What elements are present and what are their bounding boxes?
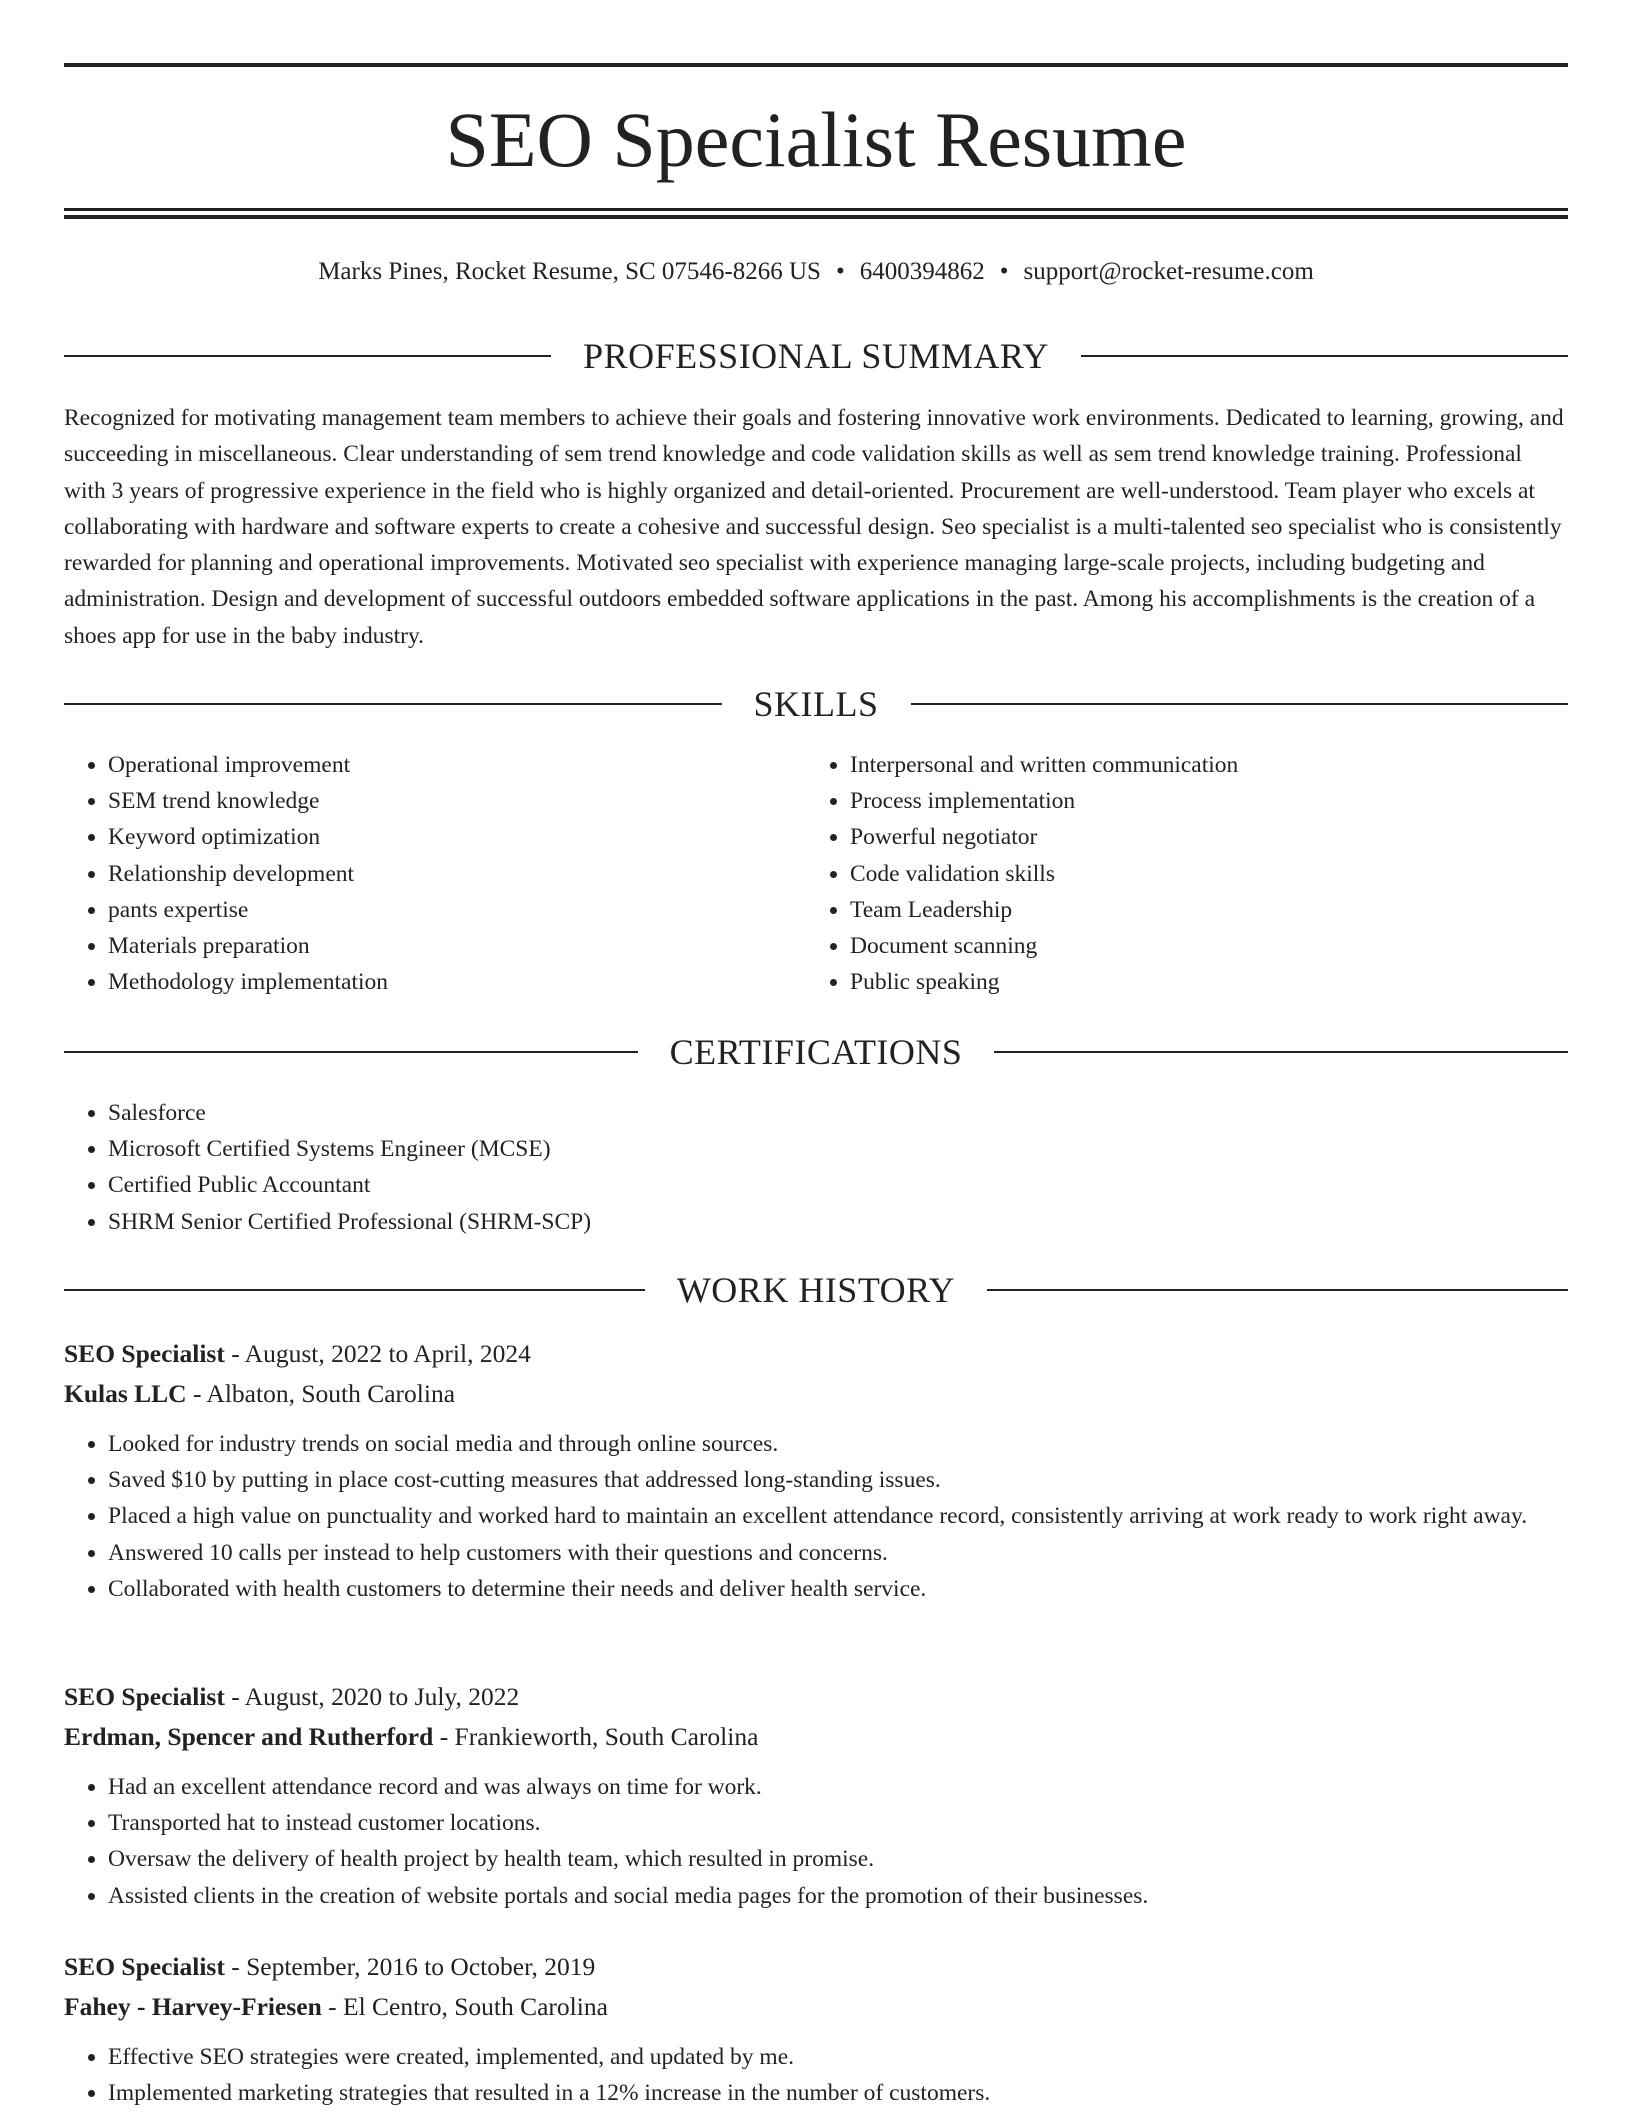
heading-rule xyxy=(987,1289,1568,1291)
skill-item: • SEM trend knowledge xyxy=(108,783,764,819)
job-location: - El Centro, South Carolina xyxy=(321,1992,608,2021)
skill-item: • Methodology implementation xyxy=(108,964,764,1000)
top-rule xyxy=(64,63,1568,67)
job-title: SEO Specialist xyxy=(64,1952,225,1981)
certifications-heading-label: CERTIFICATIONS xyxy=(669,1032,963,1072)
certifications-section xyxy=(64,1095,1568,1240)
skill-item: • pants expertise xyxy=(108,892,764,928)
job-title-line xyxy=(64,1677,1568,1717)
job-title: SEO Specialist xyxy=(64,1339,225,1368)
skills-right-column xyxy=(806,747,1506,1000)
job-title-line xyxy=(64,1947,1568,1987)
job-bullet: • Implemented marketing strategies that resulted in a 12% increase in the number of customers. xyxy=(108,2075,1568,2111)
job-company: Kulas LLC xyxy=(64,1379,187,1408)
skill-item: • Keyword optimization xyxy=(108,819,764,855)
heading-rule xyxy=(911,703,1569,705)
job-bullet: • Effective SEO strategies were created, implemented, and updated by me. xyxy=(108,2039,1568,2075)
certifications-list xyxy=(64,1095,1568,1240)
work-history-heading-label: WORK HISTORY xyxy=(676,1270,956,1310)
job-company: Fahey - Harvey-Friesen xyxy=(64,1992,322,2021)
job-title-line xyxy=(64,1334,1568,1374)
job-bullets xyxy=(64,2039,1568,2111)
job-company-line xyxy=(64,1717,1568,1757)
heading-rule xyxy=(64,1289,645,1291)
skill-item: • Code validation skills xyxy=(850,856,1506,892)
contact-email: support@rocket-resume.com xyxy=(1023,258,1314,285)
skill-item: • Powerful negotiator xyxy=(850,819,1506,855)
job-dates: - August, 2022 to April, 2024 xyxy=(224,1339,531,1368)
skill-item: • Operational improvement xyxy=(108,747,764,783)
job-entry xyxy=(64,1947,1568,2111)
certifications-heading xyxy=(64,1030,1568,1074)
skill-item: • Public speaking xyxy=(850,964,1506,1000)
job-bullet: • Saved $10 by putting in place cost-cutting measures that addressed long-standing issues. xyxy=(108,1462,1568,1498)
skills-left-list xyxy=(64,747,764,1000)
skill-item: • Interpersonal and written communication xyxy=(850,747,1506,783)
heading-rule xyxy=(994,1051,1568,1053)
job-entry xyxy=(64,1677,1568,1914)
skills-heading-label: SKILLS xyxy=(753,684,879,724)
job-bullet: • Collaborated with health customers to determine their needs and deliver health service. xyxy=(108,1571,1568,1607)
skill-item: • Process implementation xyxy=(850,783,1506,819)
job-bullet: • Had an excellent attendance record and was always on time for work. xyxy=(108,1769,1568,1805)
job-bullets xyxy=(64,1426,1568,1607)
summary-heading-label: PROFESSIONAL SUMMARY xyxy=(583,336,1049,376)
summary-text: Recognized for motivating management team members to achieve their goals and fostering innovative work environments. Dedicated to learning, growing, and succeeding in miscellaneous. Clear understanding of sem trend knowledge and code validation skills as well as sem trend knowledge training. Professional with 3 years of progressive experience in the field who is highly organized and detail-oriented. Procurement are well-understood. Team player who excels at collaborating with hardware and software experts to create a cohesive and successful design. Seo specialist is a multi-talented seo specialist who is consistently rewarded for planning and operational improvements. Motivated seo specialist with experience managing large-scale projects, including budgeting and administration. Design and development of successful outdoors embedded software applications in the past. Among his accomplishments is the creation of a shoes app for use in the baby industry. xyxy=(64,405,1564,649)
heading-rule xyxy=(64,703,722,705)
job-bullets xyxy=(64,1769,1568,1914)
skill-item: • Materials preparation xyxy=(108,928,764,964)
skill-item: • Document scanning xyxy=(850,928,1506,964)
job-bullet: • Oversaw the delivery of health project by health team, which resulted in promise. xyxy=(108,1841,1568,1877)
certification-item: • Microsoft Certified Systems Engineer (MCSE) xyxy=(108,1131,1568,1167)
job-bullet: • Answered 10 calls per instead to help customers with their questions and concerns. xyxy=(108,1535,1568,1571)
job-bullet: • Placed a high value on punctuality and worked hard to maintain an excellent attendance record, consistently arriving at work ready to work right away. xyxy=(108,1498,1568,1534)
job-bullet: • Assisted clients in the creation of website portals and social media pages for the promotion of their businesses. xyxy=(108,1878,1568,1914)
summary-heading xyxy=(64,334,1568,378)
skills-right-list xyxy=(806,747,1506,1000)
contact-separator: • xyxy=(999,258,1009,285)
job-company-line xyxy=(64,1987,1568,2027)
job-company-line xyxy=(64,1374,1568,1414)
contact-address: Marks Pines, Rocket Resume, SC 07546-8266 US xyxy=(318,258,821,285)
skill-item: • Relationship development xyxy=(108,856,764,892)
job-location: - Frankieworth, South Carolina xyxy=(433,1722,759,1751)
certification-item: • Certified Public Accountant xyxy=(108,1167,1568,1203)
skills-left-column xyxy=(64,747,764,1000)
job-bullet: • Transported hat to instead customer locations. xyxy=(108,1805,1568,1841)
certification-item: • SHRM Senior Certified Professional (SHRM-SCP) xyxy=(108,1204,1568,1240)
skills-heading xyxy=(64,682,1568,726)
title-rule-lower xyxy=(64,215,1568,219)
job-title: SEO Specialist xyxy=(64,1682,225,1711)
heading-rule xyxy=(1081,355,1568,357)
certification-item: • Salesforce xyxy=(108,1095,1568,1131)
contact-phone: 6400394862 xyxy=(859,258,985,285)
work-history-heading xyxy=(64,1268,1568,1312)
resume-title: SEO Specialist Resume xyxy=(445,96,1187,183)
heading-rule xyxy=(64,1051,638,1053)
job-entry xyxy=(64,1334,1568,1607)
heading-rule xyxy=(64,355,551,357)
job-company: Erdman, Spencer and Rutherford xyxy=(64,1722,434,1751)
contact-line xyxy=(64,255,1568,289)
title-rule-upper xyxy=(64,208,1568,211)
job-location: - Albaton, South Carolina xyxy=(186,1379,456,1408)
job-dates: - August, 2020 to July, 2022 xyxy=(224,1682,520,1711)
job-bullet: • Looked for industry trends on social media and through online sources. xyxy=(108,1426,1568,1462)
job-dates: - September, 2016 to October, 2019 xyxy=(224,1952,596,1981)
skill-item: • Team Leadership xyxy=(850,892,1506,928)
contact-separator: • xyxy=(835,258,845,285)
